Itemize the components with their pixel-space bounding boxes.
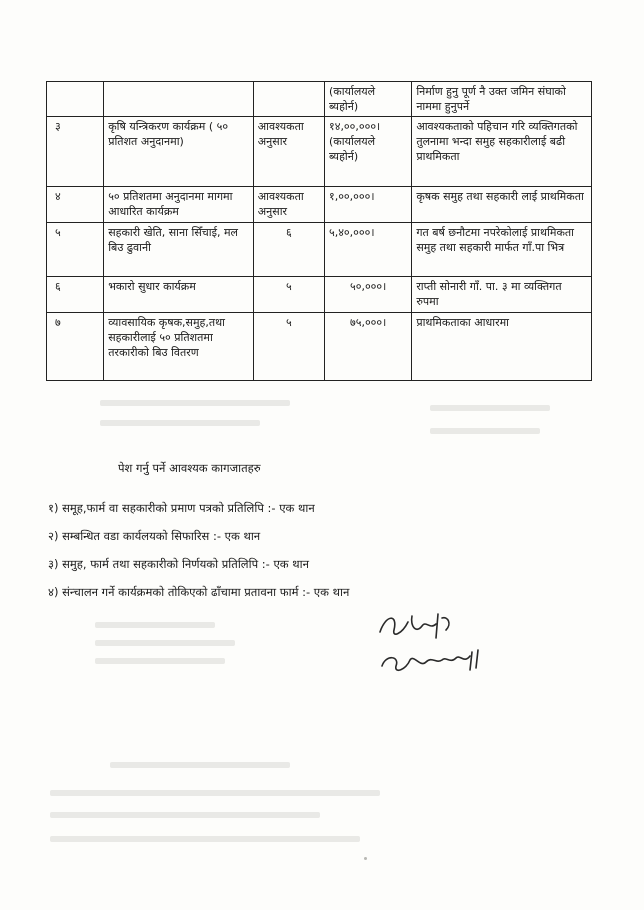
bleed-through-mark xyxy=(50,836,360,842)
document-item: २) सम्बन्धित वडा कार्यलयको सिफारिस :- एक थान xyxy=(48,529,261,543)
bleed-through-mark xyxy=(95,622,215,628)
serial-cell: ४ xyxy=(47,187,104,223)
serial-cell: ३ xyxy=(47,117,104,187)
basis-cell: आवश्यकता अनुसार xyxy=(253,117,324,187)
table-row xyxy=(47,277,592,313)
table-row xyxy=(47,187,592,223)
budget-cell: ५,४०,०००। xyxy=(325,223,412,277)
basis-cell: ५ xyxy=(253,313,324,381)
document-item: ४) संन्चालन गर्ने कार्यक्रमको तोकिएको ढाँचामा प्रतावना फार्म :- एक थान xyxy=(48,585,350,599)
bleed-through-mark xyxy=(50,790,380,796)
program-cell: कृषि यन्त्रिकरण कार्यक्रम ( ५० प्रतिशत अनुदानमा) xyxy=(104,117,254,187)
table-row xyxy=(47,82,592,117)
ink-dot xyxy=(364,857,367,860)
program-cell: व्यावसायिक कृषक,समुह,तथा सहकारीलाई ५० प्रतिशतमा तरकारीको बिउ वितरण xyxy=(104,313,254,381)
budget-cell: १,००,०००। xyxy=(325,187,412,223)
basis-cell: आवश्यकता अनुसार xyxy=(253,187,324,223)
budget-cell: (कार्यालयले ब्यहोर्न) xyxy=(325,82,412,117)
note-cell: निर्माण हुनु पूर्ण नै उक्त जमिन संघाको नाममा हुनुपर्ने xyxy=(412,82,592,117)
bleed-through-mark xyxy=(430,405,550,411)
basis-cell xyxy=(253,82,324,117)
bleed-through-mark xyxy=(430,428,540,434)
note-cell: प्राथमिकताका आधारमा xyxy=(412,313,592,381)
documents-heading: पेश गर्नु पर्ने आवश्यक कागजातहरु xyxy=(118,461,261,475)
bleed-through-mark xyxy=(110,762,290,768)
program-cell: भकारो सुधार कार्यक्रम xyxy=(104,277,254,313)
note-cell: गत बर्ष छनौटमा नपरेकोलाई प्राथमिकता समुह तथा सहकारी मार्फत गाँ.पा भित्र xyxy=(412,223,592,277)
program-table xyxy=(46,81,592,381)
serial-cell: ७ xyxy=(47,313,104,381)
basis-cell: ५ xyxy=(253,277,324,313)
bleed-through-mark xyxy=(50,812,320,818)
note-cell: राप्ती सोनारी गाँ. पा. ३ मा व्यक्तिगत रुपमा xyxy=(412,277,592,313)
bleed-through-mark xyxy=(100,420,260,426)
bleed-through-mark xyxy=(100,400,290,406)
program-cell: ५० प्रतिशतमा अनुदानमा मागमा आधारित कार्यक्रम xyxy=(104,187,254,223)
note-cell: कृषक समुह तथा सहकारी लाई प्राथमिकता xyxy=(412,187,592,223)
budget-cell: १४,००,०००। (कार्यालयले ब्यहोर्न) xyxy=(325,117,412,187)
handwritten-signature xyxy=(372,604,492,684)
table-row xyxy=(47,117,592,187)
bleed-through-mark xyxy=(95,658,225,664)
serial-cell xyxy=(47,82,104,117)
table-row xyxy=(47,313,592,381)
program-cell: सहकारी खेति, साना सिँचाई, मल बिउ ढुवानी xyxy=(104,223,254,277)
table-row xyxy=(47,223,592,277)
serial-cell: ६ xyxy=(47,277,104,313)
serial-cell: ५ xyxy=(47,223,104,277)
program-cell xyxy=(104,82,254,117)
budget-cell: ७५,०००। xyxy=(325,313,412,381)
document-item: ३) समुह, फार्म तथा सहकारीको निर्णयको प्रतिलिपि :- एक थान xyxy=(48,557,310,571)
basis-cell: ६ xyxy=(253,223,324,277)
budget-cell: ५०,०००। xyxy=(325,277,412,313)
bleed-through-mark xyxy=(95,640,235,646)
note-cell: आवश्यकताको पहिचान गरि व्यक्तिगतको तुलनामा भन्दा समुह सहकारीलाई बढी प्राथमिकता xyxy=(412,117,592,187)
document-item: १) समूह,फार्म वा सहकारीको प्रमाण पत्रको प्रतिलिपि :- एक थान xyxy=(48,501,315,515)
